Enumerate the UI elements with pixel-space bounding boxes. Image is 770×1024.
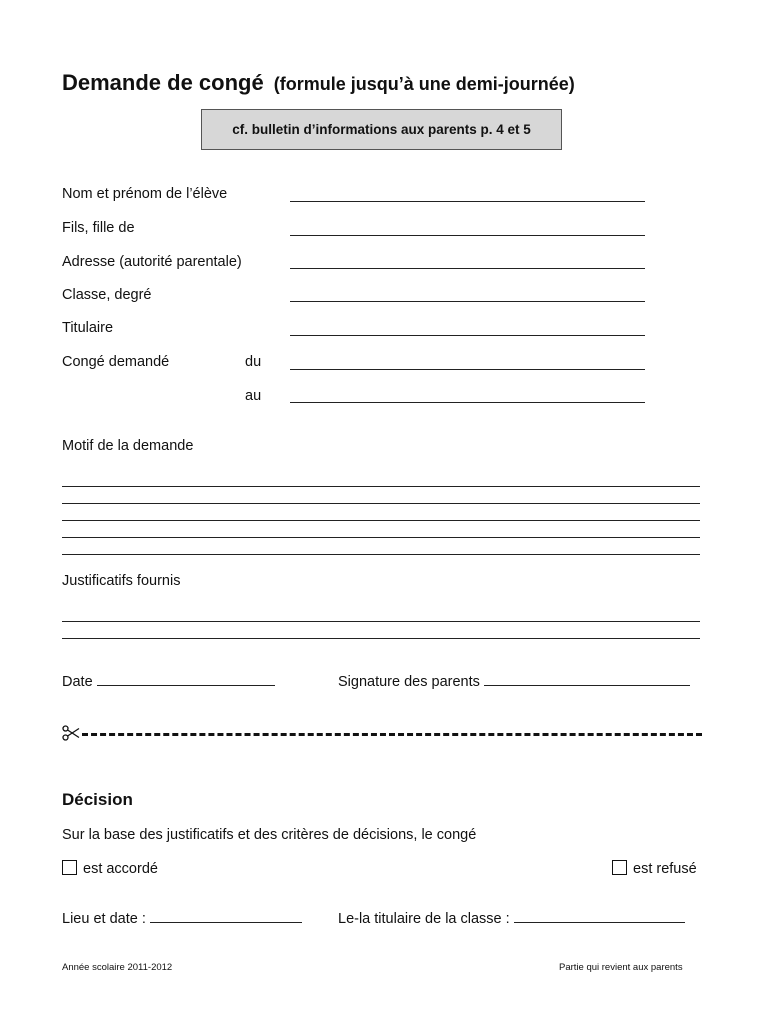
label-classe: Classe, degré [62,287,152,303]
label-signature-parents: Signature des parents [338,674,480,690]
field-au-line[interactable] [290,402,645,403]
label-lieu-date: Lieu et date : [62,911,146,927]
motif-line[interactable] [62,520,700,521]
motif-line[interactable] [62,554,700,555]
field-titulaire-line[interactable] [290,335,645,336]
option-refuse [612,860,697,877]
titulaire-row [338,911,685,927]
cut-dashes [82,733,702,736]
date-line[interactable] [97,685,275,686]
notice-box [201,109,562,150]
option-accorde [62,860,158,877]
label-conge: Congé demandé [62,354,170,370]
motif-line[interactable] [62,537,700,538]
label-titulaire-classe: Le-la titulaire de la classe : [338,911,510,927]
checkbox-refuse[interactable] [612,860,627,875]
label-date: Date [62,674,93,690]
cut-line [62,724,702,744]
decision-title: Décision [62,790,133,809]
label-motif: Motif de la demande [62,438,194,454]
label-au: au [245,388,262,404]
scissors-icon [62,725,80,741]
label-refuse: est refusé [633,861,697,877]
field-du-line[interactable] [290,369,645,370]
label-titulaire: Titulaire [62,320,114,336]
footer-year: Année scolaire 2011-2012 [62,962,173,973]
field-nom-line[interactable] [290,201,645,202]
label-nom: Nom et prénom de l’élève [62,186,228,202]
notice-text: cf. bulletin d’informations aux parents p. 4 et 5 [232,122,531,137]
lieu-date-row [62,911,302,927]
label-fils: Fils, fille de [62,220,135,236]
form-title: Demande de congé [62,70,264,95]
checkbox-accorde[interactable] [62,860,77,875]
motif-line[interactable] [62,486,700,487]
field-fils-line[interactable] [290,235,645,236]
motif-line[interactable] [62,503,700,504]
label-du: du [245,354,262,370]
label-adresse: Adresse (autorité parentale) [62,254,242,270]
signature-parents-line[interactable] [484,685,690,686]
justificatifs-line[interactable] [62,638,700,639]
footer-part: Partie qui revient aux parents [559,962,683,973]
page-title [62,70,575,96]
label-accorde: est accordé [83,861,158,877]
field-classe-line[interactable] [290,301,645,302]
titulaire-classe-line[interactable] [514,922,685,923]
lieu-date-line[interactable] [150,922,302,923]
date-row [62,674,275,690]
decision-text: Sur la base des justificatifs et des critères de décisions, le congé [62,827,477,843]
field-adresse-line[interactable] [290,268,645,269]
justificatifs-line[interactable] [62,621,700,622]
signature-row [338,674,690,690]
form-subtitle: (formule jusqu’à une demi-journée) [273,74,575,94]
label-justificatifs: Justificatifs fournis [62,573,181,589]
